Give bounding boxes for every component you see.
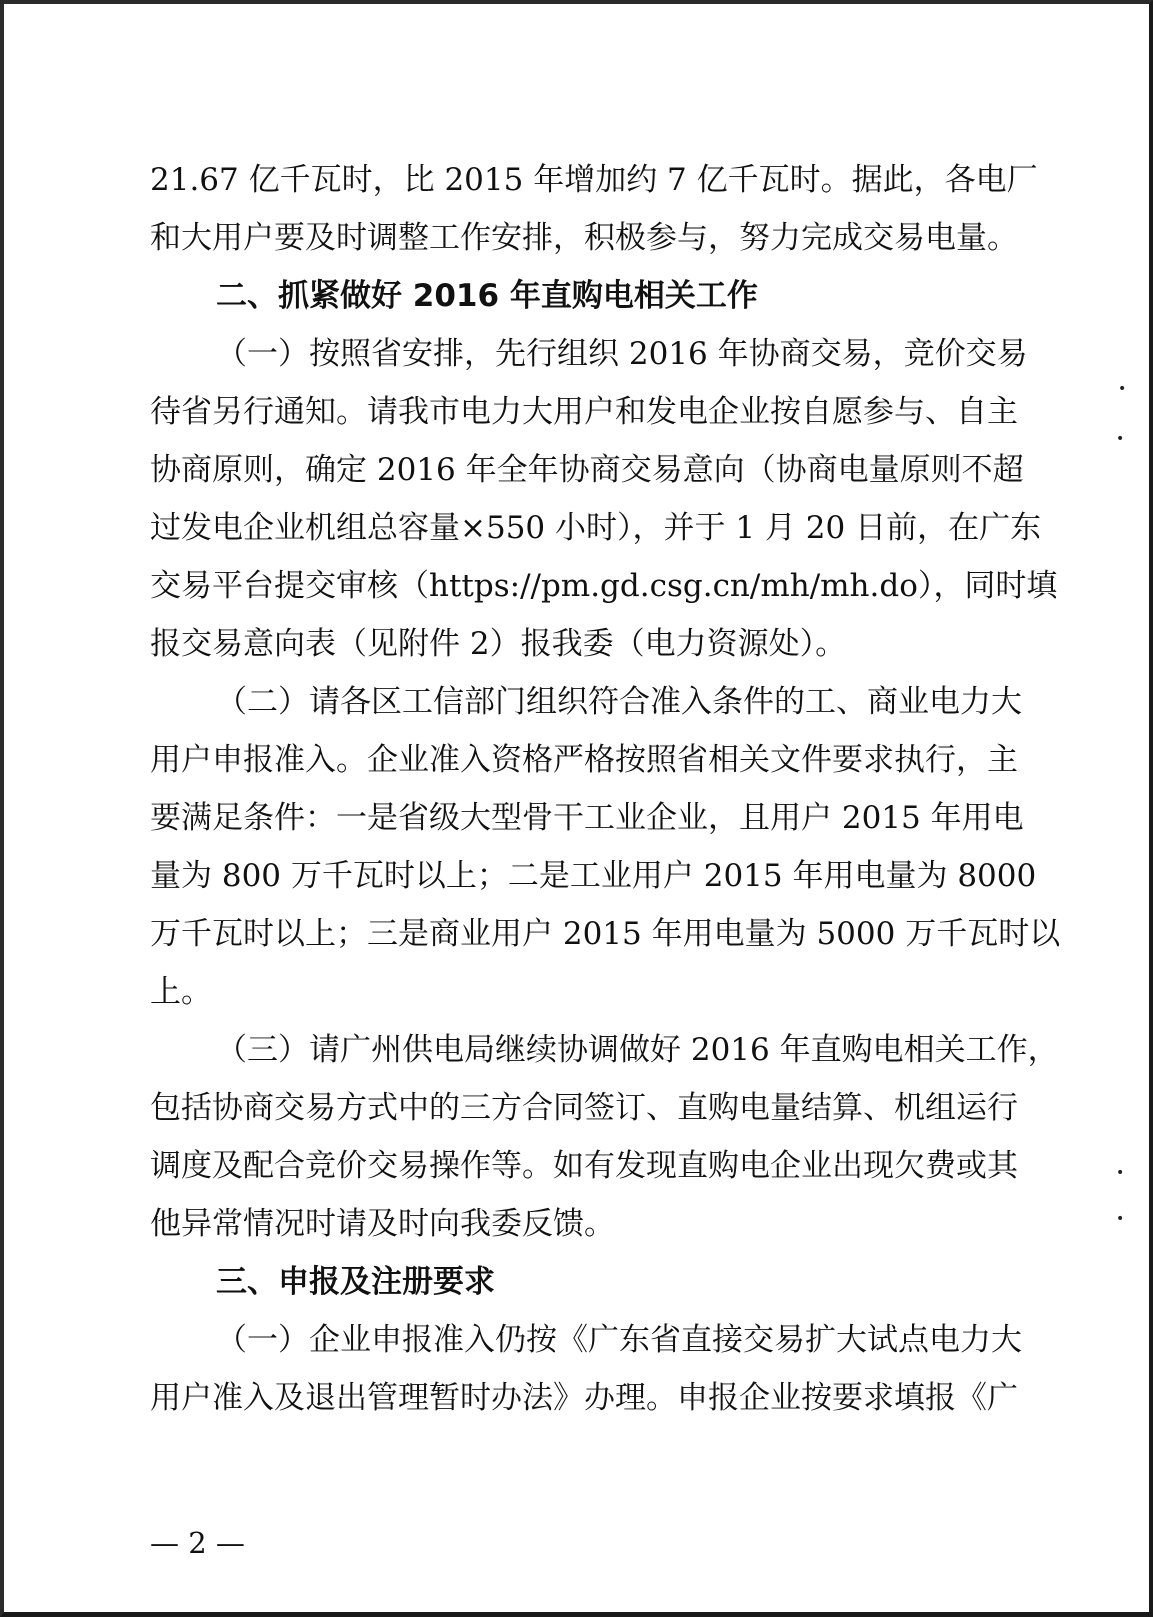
body-line: 用户申报准入。企业准入资格严格按照省相关文件要求执行，主 (150, 742, 1018, 778)
scan-speck: • (1116, 1211, 1125, 1227)
body-line: 报交易意向表（见附件 2）报我委（电力资源处）。 (150, 626, 847, 662)
scan-speck: • (1118, 381, 1127, 397)
body-line: 协商原则，确定 2016 年全年协商交易意向（协商电量原则不超 (150, 452, 1024, 488)
scan-speck: • (1116, 1165, 1125, 1181)
body-line: 要满足条件：一是省级大型骨干工业企业，且用户 2015 年用电 (150, 800, 1024, 836)
body-line: 包括协商交易方式中的三方合同签订、直购电量结算、机组运行 (150, 1090, 1018, 1126)
body-line: 他异常情况时请及时向我委反馈。 (150, 1206, 615, 1242)
body-line: 待省另行通知。请我市电力大用户和发电企业按自愿参与、自主 (150, 394, 1018, 430)
body-line: 21.67 亿千瓦时，比 2015 年增加约 7 亿千瓦时。据此，各电厂 (150, 162, 1038, 198)
paragraph-start-line: （一）企业申报准入仍按《广东省直接交易扩大试点电力大 (216, 1322, 1022, 1358)
scan-speck: • (1116, 431, 1125, 447)
section-heading: 三、申报及注册要求 (216, 1264, 495, 1300)
body-line: 万千瓦时以上；三是商业用户 2015 年用电量为 5000 万千瓦时以 (150, 916, 1061, 952)
body-line: 量为 800 万千瓦时以上；二是工业用户 2015 年用电量为 8000 (150, 858, 1037, 894)
body-line: 上。 (150, 974, 212, 1010)
body-line: 过发电企业机组总容量×550 小时），并于 1 月 20 日前，在广东 (150, 510, 1042, 546)
paragraph-start-line: （二）请各区工信部门组织符合准入条件的工、商业电力大 (216, 684, 1022, 720)
paragraph-start-line: （一）按照省安排，先行组织 2016 年协商交易，竞价交易 (216, 336, 1028, 372)
body-line: 和大用户要及时调整工作安排，积极参与，努力完成交易电量。 (150, 220, 1018, 256)
section-heading: 二、抓紧做好 2016 年直购电相关工作 (216, 278, 758, 314)
body-line: 调度及配合竞价交易操作等。如有发现直购电企业出现欠费或其 (150, 1148, 1018, 1184)
paragraph-start-line: （三）请广州供电局继续协调做好 2016 年直购电相关工作， (216, 1032, 1059, 1068)
body-line: 交易平台提交审核（https://pm.gd.csg.cn/mh/mh.do），同时填 (150, 568, 1058, 604)
body-line: 用户准入及退出管理暂时办法》办理。申报企业按要求填报《广 (150, 1380, 1018, 1416)
page-number: — 2 — (150, 1526, 245, 1560)
